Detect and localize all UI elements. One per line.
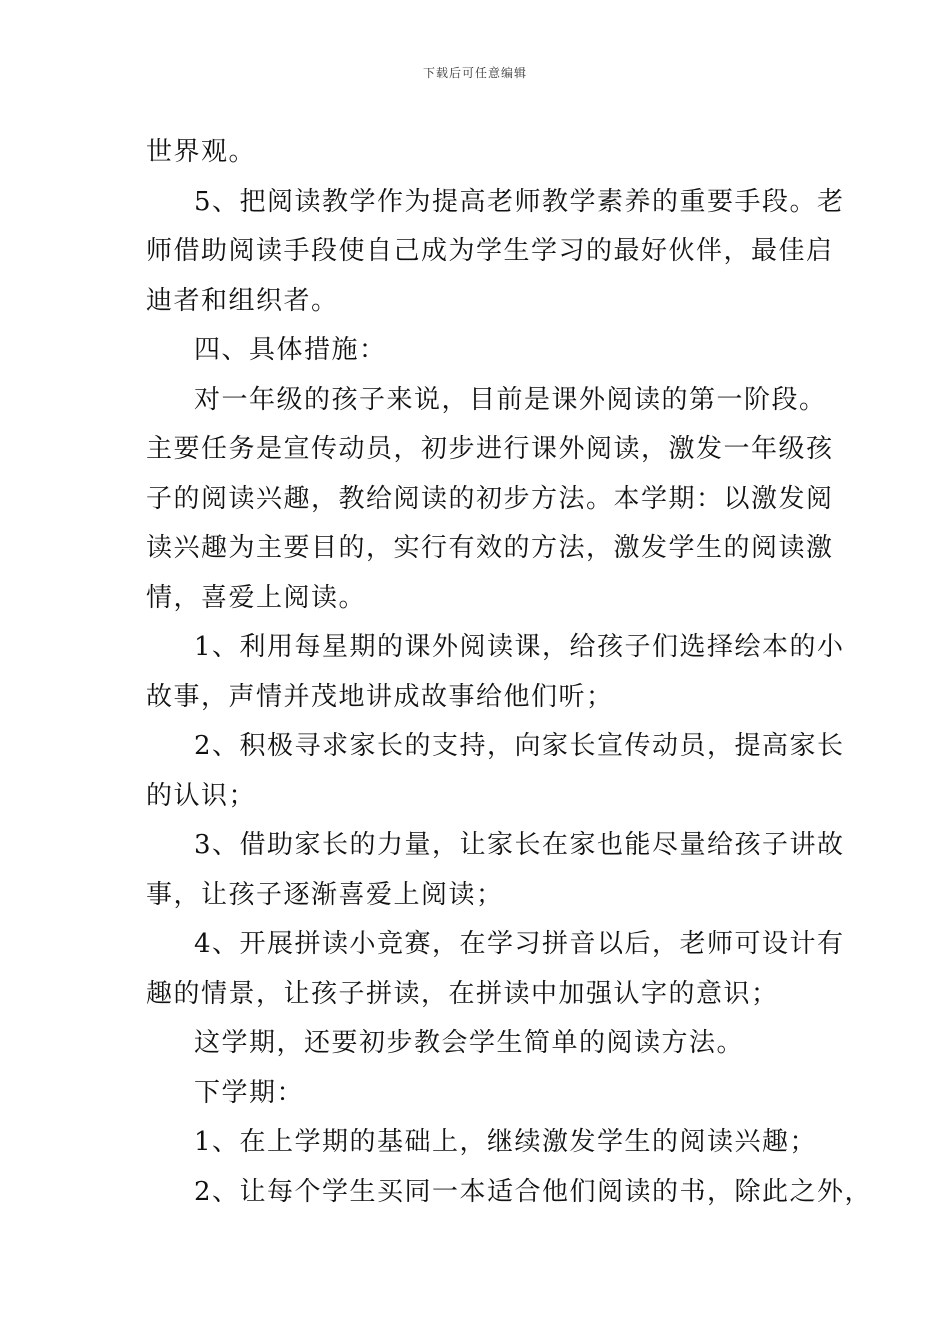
text-line: 趣的情景，让孩子拼读，在拼读中加强认字的意识； [146,978,779,1009]
text-line: 主要任务是宣传动员，初步进行课外阅读，激发一年级孩 [146,434,834,464]
text-line: 读兴趣为主要目的，实行有效的方法，激发学生的阅读激 [146,533,834,563]
text-line: 对一年级的孩子来说，目前是课外阅读的第一阶段。 [194,384,827,415]
text-line: 师借助阅读手段使自己成为学生学习的最好伙伴，最佳启 [146,236,834,266]
section-heading: 下学期： [194,1077,305,1108]
text-line: 5、把阅读教学作为提高老师教学素养的重要手段。老 [194,186,845,217]
text-line: 1、利用每星期的课外阅读课，给孩子们选择绘本的小 [194,632,845,662]
text-line: 的认识； [146,780,257,811]
text-line: 2、让每个学生买同一本适合他们阅读的书，除此之外， [194,1176,873,1207]
section-heading: 四、具体措施： [194,335,387,365]
text-line: 2、积极寻求家长的支持，向家长宣传动员，提高家长 [194,731,845,761]
text-line: 迪者和组织者。 [146,285,339,316]
document-body [146,128,873,1217]
text-line: 事，让孩子逐渐喜爱上阅读； [146,879,504,910]
text-line: 3、借助家长的力量，让家长在家也能尽量给孩子讲故 [194,830,845,860]
text-line: 情，喜爱上阅读。 [146,582,367,613]
text-line: 这学期，还要初步教会学生简单的阅读方法。 [194,1028,745,1058]
text-line: 世界观。 [146,137,257,167]
page-header-note: 下载后可任意编辑 [422,66,527,80]
text-line: 子的阅读兴趣，教给阅读的初步方法。本学期：以激发阅 [146,483,834,514]
text-line: 故事，声情并茂地讲成故事给他们听； [146,681,614,712]
text-line: 4、开展拼读小竞赛，在学习拼音以后，老师可设计有 [194,929,845,959]
text-line: 1、在上学期的基础上，继续激发学生的阅读兴趣； [194,1127,818,1157]
